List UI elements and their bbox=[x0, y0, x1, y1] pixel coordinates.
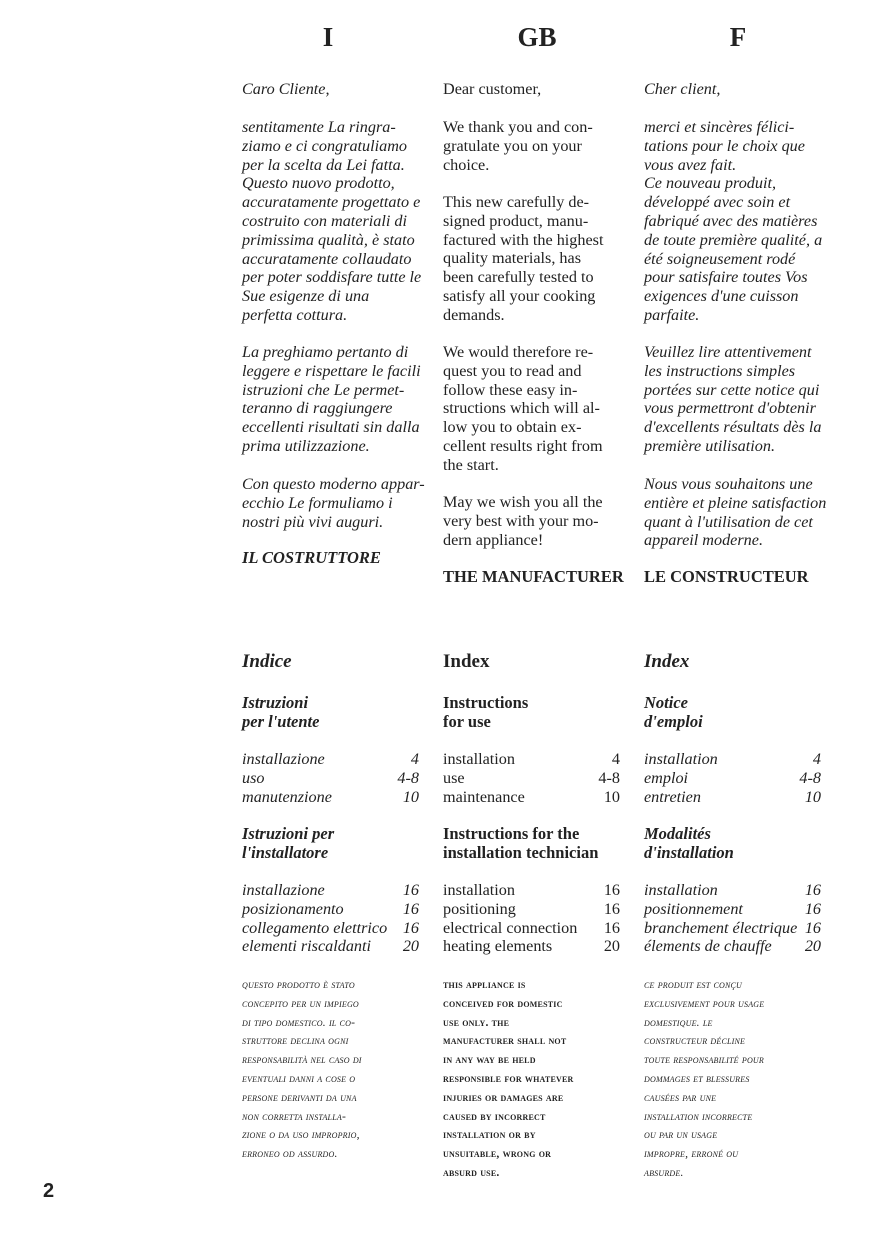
text-line: Con questo moderno appar- bbox=[242, 475, 425, 493]
text-line: première utilisation. bbox=[644, 436, 775, 455]
index-entry-label: manutenzione bbox=[242, 787, 332, 806]
text-line: accuratamente progettato e bbox=[242, 193, 421, 212]
text-line: the start. bbox=[443, 455, 499, 474]
text-line: unsuitable, wrong or bbox=[443, 1147, 552, 1161]
text-line: fabriqué avec des matières bbox=[644, 211, 818, 230]
text-line: appareil moderne. bbox=[644, 531, 763, 550]
text-line: costruito con materiali di bbox=[242, 211, 408, 230]
index-entry-page: 16 bbox=[402, 899, 419, 918]
text-line: nostri più vivi auguri. bbox=[242, 512, 384, 531]
index-entry-page: 16 bbox=[603, 881, 620, 899]
text-line: factured with the highest bbox=[443, 230, 604, 249]
instructions-paragraph bbox=[644, 343, 836, 456]
index-entry bbox=[242, 900, 419, 919]
text-line: ou par un usage bbox=[644, 1128, 718, 1142]
index-entry-label: electrical connection bbox=[443, 918, 578, 937]
user-section-title bbox=[242, 694, 434, 731]
tech-index-list bbox=[644, 881, 836, 956]
text-line: eccellenti risultati sin dalla bbox=[242, 418, 420, 437]
index-entry bbox=[242, 788, 419, 807]
text-line: satisfy all your cooking bbox=[443, 286, 596, 305]
index-entry-page: 16 bbox=[402, 881, 419, 899]
index-entry-label: emploi bbox=[644, 768, 689, 787]
text-line: choice. bbox=[443, 155, 490, 174]
tech-index-list bbox=[242, 881, 434, 956]
text-line: Notice bbox=[644, 693, 688, 712]
text-line: per la scelta da Lei fatta. bbox=[242, 155, 405, 174]
text-line: We would therefore re- bbox=[443, 343, 594, 361]
text-line: May we wish you all the bbox=[443, 493, 603, 511]
page-number: 2 bbox=[43, 1180, 55, 1202]
product-paragraph bbox=[443, 193, 635, 325]
text-line: di tipo domestico. il co- bbox=[242, 1015, 356, 1029]
text-line: ecchio Le formuliamo i bbox=[242, 493, 393, 512]
text-line: pour satisfaire toutes Vos bbox=[644, 268, 808, 287]
text-line: leggere e rispettare le facili bbox=[242, 361, 421, 380]
index-entry-page: 4-8 bbox=[397, 768, 419, 787]
greeting: Caro Cliente, bbox=[242, 80, 330, 98]
index-entry-label: installation bbox=[443, 750, 515, 768]
index-entry-label: installation bbox=[443, 881, 515, 899]
index-entry-page: 4-8 bbox=[799, 768, 821, 787]
index-entry-page: 20 bbox=[402, 937, 419, 956]
user-index-list bbox=[443, 750, 635, 806]
index-entry bbox=[644, 881, 821, 900]
index-entry-page: 16 bbox=[804, 899, 821, 918]
text-line: tations pour le choix que bbox=[644, 136, 805, 155]
text-line: d'excellents résultats dès la bbox=[644, 418, 822, 437]
text-line: Istruzioni bbox=[242, 693, 309, 712]
index-entry bbox=[242, 881, 419, 900]
intro-paragraph bbox=[242, 118, 434, 325]
text-line: impropre, erroné ou bbox=[644, 1147, 739, 1161]
user-index-list bbox=[242, 750, 434, 806]
index-entry-page: 16 bbox=[804, 881, 821, 899]
text-line: parfaite. bbox=[644, 305, 700, 324]
text-line: per l'utente bbox=[242, 711, 320, 731]
index-entry bbox=[644, 769, 821, 788]
language-header: I bbox=[322, 22, 334, 52]
text-line: primissima qualità, è stato bbox=[242, 230, 415, 249]
text-line: Veuillez lire attentivement bbox=[644, 343, 812, 361]
text-line: absurd use. bbox=[443, 1165, 500, 1179]
index-entry-page: 16 bbox=[603, 918, 620, 937]
index-entry-page: 4 bbox=[812, 750, 821, 768]
text-line: été soigneusement rodé bbox=[644, 249, 796, 268]
index-entry bbox=[443, 881, 620, 900]
text-line: manufacturer shall not bbox=[443, 1034, 567, 1048]
text-line: portées sur cette notice qui bbox=[644, 380, 820, 399]
tech-index-list bbox=[443, 881, 635, 956]
text-line: développé avec soin et bbox=[644, 193, 791, 212]
text-line: causées par une bbox=[644, 1090, 717, 1104]
text-line: dommages et blessures bbox=[644, 1071, 750, 1085]
text-line: quest you to read and bbox=[443, 361, 582, 380]
text-line: dern appliance! bbox=[443, 530, 544, 549]
text-line: cellent results right from bbox=[443, 436, 603, 455]
text-line: merci et sincères félici- bbox=[644, 118, 795, 136]
index-entry-label: maintenance bbox=[443, 787, 525, 806]
text-line: ce produit est conçu bbox=[644, 978, 743, 991]
intro-paragraph bbox=[644, 118, 836, 325]
text-line: Istruzioni per bbox=[242, 824, 335, 843]
text-line: for use bbox=[443, 711, 491, 731]
text-line: quality materials, has bbox=[443, 249, 582, 268]
index-entry-page: 4-8 bbox=[598, 768, 620, 787]
user-section-title bbox=[644, 694, 836, 731]
text-line: signed product, manu- bbox=[443, 211, 589, 230]
text-line: We thank you and con- bbox=[443, 118, 593, 136]
text-line: istruzioni che Le permet- bbox=[242, 380, 405, 399]
text-line: sentitamente La ringra- bbox=[242, 118, 396, 136]
text-line: installation technician bbox=[443, 842, 599, 862]
index-entry-page: 4 bbox=[611, 750, 620, 768]
index-entry bbox=[443, 937, 620, 956]
text-line: questo prodotto è stato bbox=[242, 978, 355, 991]
index-entry-label: positionnement bbox=[644, 899, 743, 918]
text-line: vous permettront d'obtenir bbox=[644, 399, 816, 418]
index-entry-page: 20 bbox=[603, 937, 620, 956]
index-title: Index bbox=[443, 651, 490, 672]
index-entry-label: use bbox=[443, 768, 465, 787]
index-entry-label: élements de chauffe bbox=[644, 937, 772, 956]
greeting: Cher client, bbox=[644, 80, 721, 98]
user-section-title bbox=[443, 694, 635, 731]
index-entry-label: heating elements bbox=[443, 937, 553, 956]
index-entry-label: installazione bbox=[242, 750, 325, 768]
intro-paragraph bbox=[443, 118, 635, 174]
text-line: d'emploi bbox=[644, 711, 703, 731]
text-line: Instructions bbox=[443, 693, 529, 712]
text-line: entière et pleine satisfaction bbox=[644, 493, 827, 512]
index-entry-label: posizionamento bbox=[242, 899, 344, 918]
tech-section-title bbox=[443, 825, 635, 862]
index-entry-label: installation bbox=[644, 750, 718, 768]
index-entry bbox=[443, 788, 620, 807]
warning-notice bbox=[242, 976, 434, 1164]
index-entry-page: 4 bbox=[410, 750, 419, 768]
text-line: this appliance is bbox=[443, 978, 526, 991]
tech-section-title bbox=[242, 825, 434, 862]
index-entry bbox=[443, 750, 620, 769]
text-line: prima utilizzazione. bbox=[242, 436, 370, 455]
index-entry-label: branchement électrique bbox=[644, 918, 798, 937]
text-line: very best with your mo- bbox=[443, 511, 599, 530]
text-line: structions which will al- bbox=[443, 399, 600, 418]
text-line: Sue esigenze di una bbox=[242, 287, 370, 306]
index-entry-label: positioning bbox=[443, 899, 516, 918]
text-line: per poter soddisfare tutte le bbox=[242, 268, 422, 287]
text-line: teranno di raggiungere bbox=[242, 399, 393, 418]
index-entry bbox=[644, 937, 821, 956]
text-line: use only. the bbox=[443, 1015, 510, 1029]
text-line: injuries or damages are bbox=[443, 1090, 564, 1104]
text-line: l'installatore bbox=[242, 842, 329, 862]
index-entry-label: entretien bbox=[644, 787, 701, 806]
signature: THE MANUFACTURER bbox=[443, 567, 624, 586]
text-line: erroneo od assurdo. bbox=[242, 1147, 338, 1161]
language-header: F bbox=[729, 22, 747, 52]
warning-notice bbox=[443, 976, 635, 1183]
text-line: domestique. le bbox=[644, 1015, 713, 1029]
index-entry-page: 10 bbox=[603, 787, 620, 806]
text-line: installation incorrecte bbox=[644, 1109, 753, 1123]
text-line: in any way be held bbox=[443, 1053, 536, 1067]
wishes-paragraph bbox=[443, 493, 635, 549]
index-entry-label: installazione bbox=[242, 881, 325, 899]
index-entry bbox=[644, 788, 821, 807]
index-entry bbox=[644, 919, 821, 938]
index-entry bbox=[443, 900, 620, 919]
text-line: les instructions simples bbox=[644, 361, 796, 380]
text-line: Ce nouveau produit, bbox=[644, 174, 777, 193]
text-line: Modalités bbox=[644, 824, 711, 843]
index-entry bbox=[443, 919, 620, 938]
index-entry bbox=[242, 919, 419, 938]
text-line: eventuali danni a cose o bbox=[242, 1071, 356, 1085]
text-line: exigences d'une cuisson bbox=[644, 287, 799, 306]
index-entry bbox=[242, 937, 419, 956]
text-line: constructeur décline bbox=[644, 1034, 746, 1048]
index-entry-page: 16 bbox=[402, 918, 419, 937]
instructions-paragraph bbox=[443, 343, 635, 475]
index-entry bbox=[242, 750, 419, 769]
index-title: Index bbox=[644, 651, 690, 672]
index-entry-label: uso bbox=[242, 768, 265, 787]
text-line: persone derivanti da una bbox=[242, 1090, 357, 1104]
text-line: This new carefully de- bbox=[443, 193, 590, 211]
instructions-paragraph bbox=[242, 343, 434, 456]
text-line: La preghiamo pertanto di bbox=[242, 343, 409, 361]
text-line: exclusivement pour usage bbox=[644, 996, 765, 1010]
text-line: absurde. bbox=[644, 1165, 684, 1179]
text-line: accuratamente collaudato bbox=[242, 249, 412, 268]
index-entry-page: 16 bbox=[804, 918, 821, 937]
signature: LE CONSTRUCTEUR bbox=[644, 567, 809, 586]
text-line: low you to obtain ex- bbox=[443, 418, 582, 437]
index-entry-page: 10 bbox=[402, 787, 419, 806]
index-entry-label: installation bbox=[644, 881, 718, 899]
warning-notice bbox=[644, 976, 836, 1183]
text-line: installation or by bbox=[443, 1128, 536, 1142]
wishes-paragraph bbox=[242, 475, 434, 531]
index-entry-page: 20 bbox=[804, 937, 821, 956]
index-entry-page: 10 bbox=[804, 787, 821, 806]
text-line: caused by incorrect bbox=[443, 1109, 546, 1123]
text-line: zione o da uso improprio, bbox=[242, 1128, 360, 1142]
text-line: non corretta installa- bbox=[242, 1109, 346, 1123]
text-line: toute responsabilité pour bbox=[644, 1053, 764, 1067]
text-line: struttore declina ogni bbox=[242, 1034, 349, 1048]
text-line: d'installation bbox=[644, 842, 734, 862]
signature: IL COSTRUTTORE bbox=[242, 548, 381, 567]
index-entry-label: elementi riscaldanti bbox=[242, 937, 372, 956]
index-entry bbox=[242, 769, 419, 788]
index-entry bbox=[443, 769, 620, 788]
index-title: Indice bbox=[242, 651, 292, 672]
greeting: Dear customer, bbox=[443, 80, 542, 98]
text-line: follow these easy in- bbox=[443, 380, 578, 399]
language-header: GB bbox=[517, 22, 557, 52]
text-line: conceived for domestic bbox=[443, 996, 563, 1010]
text-line: perfetta cottura. bbox=[242, 305, 348, 324]
text-line: de toute première qualité, a bbox=[644, 230, 823, 249]
text-line: responsible for whatever bbox=[443, 1071, 574, 1085]
text-line: concepito per un impiego bbox=[242, 996, 359, 1010]
tech-section-title bbox=[644, 825, 836, 862]
text-line: demands. bbox=[443, 305, 505, 324]
text-line: Instructions for the bbox=[443, 824, 580, 843]
user-index-list bbox=[644, 750, 836, 806]
text-line: gratulate you on your bbox=[443, 136, 582, 155]
index-entry bbox=[644, 900, 821, 919]
text-line: vous avez fait. bbox=[644, 155, 737, 174]
text-line: quant à l'utilisation de cet bbox=[644, 512, 813, 531]
wishes-paragraph bbox=[644, 475, 836, 550]
text-line: responsabilità nel caso di bbox=[242, 1053, 362, 1067]
text-line: Nous vous souhaitons une bbox=[644, 475, 813, 493]
index-entry-label: collegamento elettrico bbox=[242, 918, 388, 937]
index-entry-page: 16 bbox=[603, 899, 620, 918]
text-line: been carefully tested to bbox=[443, 268, 594, 287]
text-line: Questo nuovo prodotto, bbox=[242, 174, 395, 193]
index-entry bbox=[644, 750, 821, 769]
text-line: ziamo e ci congratuliamo bbox=[242, 136, 408, 155]
